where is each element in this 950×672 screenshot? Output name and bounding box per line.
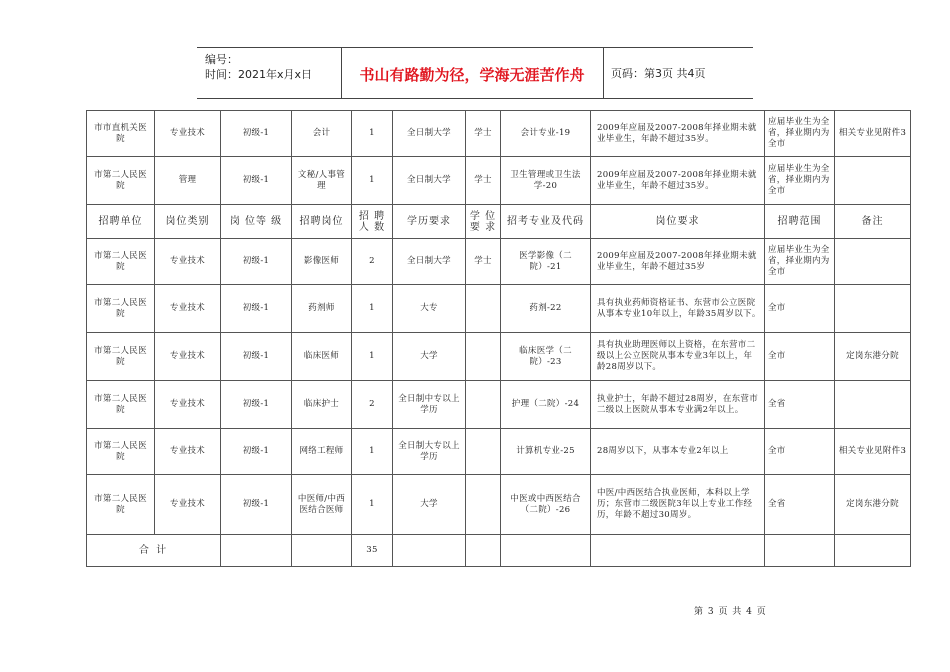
scope-cell: 全省	[765, 381, 835, 429]
major-cell: 药剂-22	[501, 285, 591, 333]
education-cell: 全日制大学	[393, 157, 466, 205]
requirement-cell: 具有执业助理医师以上资格，在东营市二级以上公立医院从事本专业3年以上，年龄28周岁以下。	[591, 333, 765, 381]
degree-cell	[466, 429, 501, 475]
unit-cell: 市第二人民医院	[87, 381, 155, 429]
table-cell	[501, 535, 591, 567]
major-cell: 计算机专业-25	[501, 429, 591, 475]
post-cell: 临床护士	[292, 381, 352, 429]
post-cell: 文秘/人事管理	[292, 157, 352, 205]
header-page-info: 页码：第3页 共4页	[611, 67, 706, 80]
unit-cell: 市第二人民医院	[87, 157, 155, 205]
count-cell: 1	[352, 111, 393, 157]
major-cell: 中医或中西医结合（二院）-26	[501, 475, 591, 535]
requirement-cell: 2009年应届及2007-2008年择业期未就业毕业生，年龄不超过35岁	[591, 239, 765, 285]
note-cell	[835, 381, 911, 429]
scope-cell: 全市	[765, 285, 835, 333]
education-cell: 全日制大专以上学历	[393, 429, 466, 475]
requirement-cell: 28周岁以下，从事本专业2年以上	[591, 429, 765, 475]
table-cell	[835, 535, 911, 567]
education-cell: 大学	[393, 333, 466, 381]
table-cell	[221, 535, 292, 567]
count-cell: 1	[352, 333, 393, 381]
header-left	[205, 52, 312, 82]
column-header: 岗位类别	[155, 205, 221, 239]
category-cell: 专业技术	[155, 111, 221, 157]
table-row	[87, 157, 911, 205]
post-cell: 临床医师	[292, 333, 352, 381]
column-header: 招考专业及代码	[501, 205, 591, 239]
level-cell: 初级-1	[221, 333, 292, 381]
note-cell: 定岗东港分院	[835, 475, 911, 535]
post-cell: 中医师/中西医结合医师	[292, 475, 352, 535]
count-cell: 1	[352, 157, 393, 205]
column-header: 岗 位等 级	[221, 205, 292, 239]
level-cell: 初级-1	[221, 239, 292, 285]
column-header: 学 位 要 求	[466, 205, 501, 239]
column-header: 招聘单位	[87, 205, 155, 239]
table-cell	[466, 535, 501, 567]
level-cell: 初级-1	[221, 111, 292, 157]
level-cell: 初级-1	[221, 429, 292, 475]
count-cell: 1	[352, 285, 393, 333]
scope-cell: 应届毕业生为全省，择业期内为全市	[765, 239, 835, 285]
education-cell: 大专	[393, 285, 466, 333]
note-cell	[835, 239, 911, 285]
major-cell: 医学影像（二院）-21	[501, 239, 591, 285]
note-cell: 定岗东港分院	[835, 333, 911, 381]
count-cell: 2	[352, 381, 393, 429]
table-header-row	[87, 205, 911, 239]
note-cell	[835, 157, 911, 205]
column-header: 学历要求	[393, 205, 466, 239]
date-label: 时间：2021年x月x日	[205, 68, 313, 81]
page-header	[197, 47, 753, 99]
unit-cell: 市第二人民医院	[87, 285, 155, 333]
count-cell: 1	[352, 475, 393, 535]
category-cell: 专业技术	[155, 333, 221, 381]
category-cell: 管理	[155, 157, 221, 205]
unit-cell: 市第二人民医院	[87, 429, 155, 475]
scope-cell: 应届毕业生为全省，择业期内为全市	[765, 157, 835, 205]
note-cell	[835, 285, 911, 333]
category-cell: 专业技术	[155, 381, 221, 429]
note-cell: 相关专业见附件3	[835, 111, 911, 157]
column-header: 招 聘 人 数	[352, 205, 393, 239]
count-cell: 1	[352, 429, 393, 475]
requirement-cell: 中医/中西医结合执业医师，本科以上学历；东营市二级医院3年以上专业工作经历，年龄不超过30周岁。	[591, 475, 765, 535]
requirement-cell: 2009年应届及2007-2008年择业期未就业毕业生，年龄不超过35岁。	[591, 111, 765, 157]
column-header: 岗位要求	[591, 205, 765, 239]
rows-before-header	[87, 111, 911, 205]
total-count: 35	[352, 535, 393, 567]
table-cell	[765, 535, 835, 567]
table-row	[87, 239, 911, 285]
requirement-cell: 具有执业药师资格证书、东营市公立医院从事本专业10年以上，年龄35周岁以下。	[591, 285, 765, 333]
unit-cell: 市第二人民医院	[87, 239, 155, 285]
table-total	[87, 535, 911, 567]
page-footer: 第 3 页 共 4 页	[694, 607, 767, 617]
scope-cell: 全省	[765, 475, 835, 535]
major-cell: 护理（二院）-24	[501, 381, 591, 429]
major-cell: 卫生管理或卫生法学-20	[501, 157, 591, 205]
unit-cell: 市第二人民医院	[87, 333, 155, 381]
rows-after-header	[87, 239, 911, 535]
post-cell: 网络工程师	[292, 429, 352, 475]
header-divider	[603, 48, 604, 98]
degree-cell	[466, 285, 501, 333]
column-header: 招聘范围	[765, 205, 835, 239]
header-motto: 书山有路勤为径，学海无涯苦作舟	[359, 66, 585, 84]
degree-cell	[466, 381, 501, 429]
table-row	[87, 475, 911, 535]
education-cell: 大学	[393, 475, 466, 535]
category-cell: 专业技术	[155, 239, 221, 285]
recruitment-table	[86, 110, 911, 567]
count-cell: 2	[352, 239, 393, 285]
degree-cell: 学士	[466, 157, 501, 205]
level-cell: 初级-1	[221, 157, 292, 205]
total-row	[87, 535, 911, 567]
column-header: 备注	[835, 205, 911, 239]
unit-cell: 市第二人民医院	[87, 475, 155, 535]
level-cell: 初级-1	[221, 475, 292, 535]
level-cell: 初级-1	[221, 285, 292, 333]
table-header	[87, 205, 911, 239]
column-header: 招聘岗位	[292, 205, 352, 239]
scope-cell: 全市	[765, 429, 835, 475]
category-cell: 专业技术	[155, 429, 221, 475]
requirement-cell: 2009年应届及2007-2008年择业期未就业毕业生，年龄不超过35岁。	[591, 157, 765, 205]
degree-cell: 学士	[466, 111, 501, 157]
degree-cell	[466, 475, 501, 535]
scope-cell: 应届毕业生为全省，择业期内为全市	[765, 111, 835, 157]
major-cell: 临床医学（二院）-23	[501, 333, 591, 381]
degree-cell	[466, 333, 501, 381]
table-cell	[591, 535, 765, 567]
post-cell: 会计	[292, 111, 352, 157]
number-label: 编号：	[205, 53, 238, 66]
total-label: 合 计	[87, 535, 221, 567]
category-cell: 专业技术	[155, 285, 221, 333]
degree-cell: 学士	[466, 239, 501, 285]
scope-cell: 全市	[765, 333, 835, 381]
unit-cell: 市市直机关医院	[87, 111, 155, 157]
level-cell: 初级-1	[221, 381, 292, 429]
table-row	[87, 381, 911, 429]
education-cell: 全日制大学	[393, 239, 466, 285]
education-cell: 全日制大学	[393, 111, 466, 157]
table-row	[87, 111, 911, 157]
requirement-cell: 执业护士，年龄不超过28周岁，在东营市二级以上医院从事本专业满2年以上。	[591, 381, 765, 429]
note-cell: 相关专业见附件3	[835, 429, 911, 475]
major-cell: 会计专业-19	[501, 111, 591, 157]
education-cell: 全日制中专以上学历	[393, 381, 466, 429]
post-cell: 药剂师	[292, 285, 352, 333]
table-row	[87, 429, 911, 475]
table-row	[87, 333, 911, 381]
category-cell: 专业技术	[155, 475, 221, 535]
table-row	[87, 285, 911, 333]
table-cell	[292, 535, 352, 567]
post-cell: 影像医师	[292, 239, 352, 285]
table-cell	[393, 535, 466, 567]
